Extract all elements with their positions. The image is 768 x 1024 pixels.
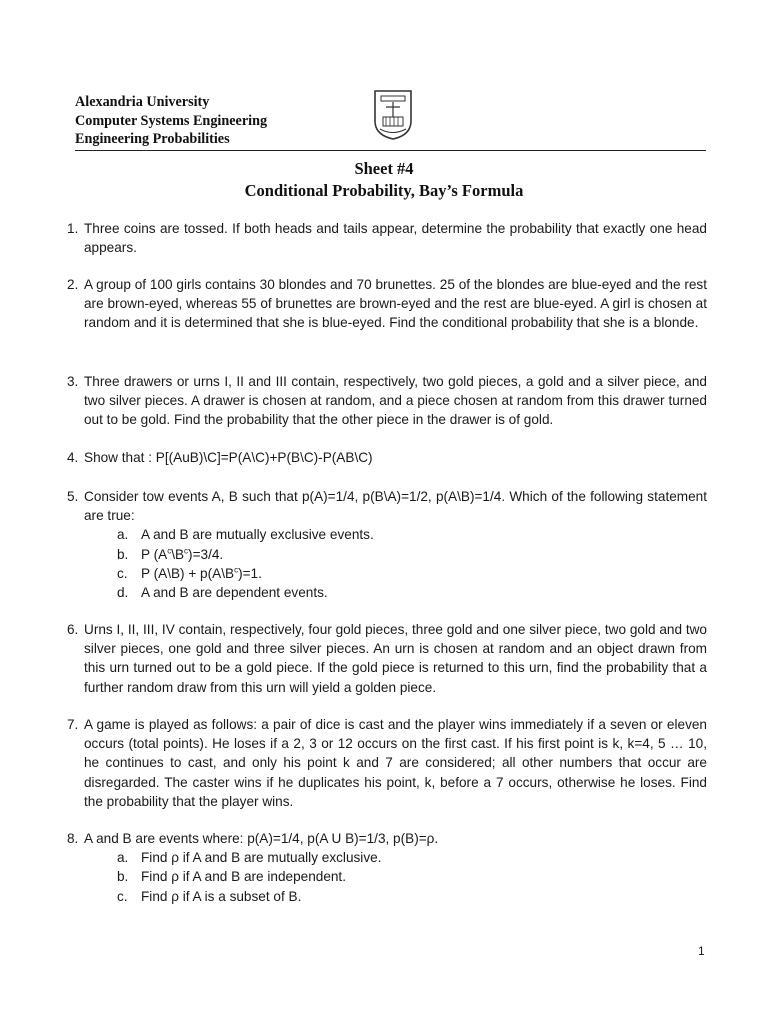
option-text: A and B are dependent events. [141, 585, 328, 601]
question-text: A group of 100 girls contains 30 blondes and 70 brunettes. 25 of the blondes are blue-eyed and the rest are brown-eyed, whereas 55 of brunettes are brown-eyed and the rest are blue-eyed. A girl is chosen at random and it is determined that she is blue-eyed. Find the conditional probability that she is a blonde. [84, 277, 707, 331]
page-number: 1 [698, 944, 705, 958]
option-text: Find ρ if A and B are mutually exclusive. [141, 850, 382, 866]
question-text: Urns I, II, III, IV contain, respectively, four gold pieces, three gold and one silver piece, two gold and two silver pieces, one gold and three silver pieces. An urn is chosen at random and an object drawn from this urn turned out to be a gold piece. If the gold piece is returned to this urn, find the probability that a further random draw from this urn will yield a golden piece. [84, 622, 707, 695]
sheet-title: Sheet #4 [354, 159, 414, 178]
question-number: 1. [67, 221, 79, 236]
question-number: 5. [67, 489, 79, 504]
option-letter: a. [117, 850, 129, 866]
option-letter: d. [117, 585, 129, 601]
department-name: Computer Systems Engineering [75, 112, 268, 129]
question-number: 8. [67, 831, 79, 846]
option-letter: b. [117, 869, 129, 885]
option-letter: c. [117, 888, 128, 904]
question-text: Three drawers or urns I, II and III contain, respectively, two gold pieces, a gold and a silver piece, and two silver pieces. A drawer is chosen at random, and a piece chosen at random from this drawer turned out to be gold. Find the probability that the other piece in the drawer is of gold. [84, 374, 707, 428]
question-text: Show that : P[(AuB)\C]=P(A\C)+P(B\C)-P(AB\C) [84, 450, 373, 465]
document-header [75, 93, 706, 151]
question-text: Consider tow events A, B such that p(A)=1/4, p(B\A)=1/2, p(A\B)=1/4. Which of the following statement are true: [84, 489, 707, 524]
header-divider [75, 150, 706, 151]
university-name: Alexandria University [75, 94, 210, 110]
question-5 [67, 487, 707, 602]
question-number: 6. [67, 622, 79, 637]
question-number: 2. [67, 277, 79, 292]
question-text: A and B are events where: p(A)=1/4, p(A U B)=1/3, p(B)=ρ. [84, 831, 439, 846]
question-2 [67, 275, 707, 333]
option-c [117, 887, 707, 906]
option-letter: b. [117, 546, 129, 562]
option-text: Find ρ if A and B are independent. [141, 869, 346, 885]
university-logo-icon [372, 87, 414, 141]
option-d [117, 583, 707, 602]
question-4 [67, 448, 707, 467]
option-a [117, 525, 707, 544]
question-number: 4. [67, 450, 79, 465]
sheet-subtitle: Conditional Probability, Bay’s Formula [244, 181, 524, 200]
question-3 [67, 372, 707, 430]
option-b [117, 545, 707, 564]
question-1 [67, 219, 707, 257]
question-number: 7. [67, 717, 79, 732]
option-c [117, 564, 707, 583]
option-text: A and B are mutually exclusive events. [141, 527, 374, 543]
question-number: 3. [67, 374, 79, 389]
question-7 [67, 715, 707, 811]
question-8 [67, 829, 707, 906]
question-6 [67, 620, 707, 697]
option-text: P $(A^c\backslash B^c)=3/4$. [141, 546, 224, 562]
question-text: Three coins are tossed. If both heads and tails appear, determine the probability that exactly one head appears. [84, 221, 707, 256]
option-a [117, 848, 707, 867]
option-text: Find ρ if A is a subset of B. [141, 888, 302, 904]
option-letter: a. [117, 527, 129, 543]
course-name: Engineering Probabilities [75, 131, 230, 147]
question-text: A game is played as follows: a pair of dice is cast and the player wins immediately if a seven or eleven occurs (total points). He loses if a 2, 3 or 12 occurs on the first cast. If his first point is k, k=4, 5 … 10, he continues to cast, and only his point k and 7 are considered; all other numbers that occur are disregarded. The caster wins if he duplicates his point, k, before a 7 occurs, otherwise he loses. Find the probability that the player wins. [84, 717, 707, 809]
option-b [117, 867, 707, 886]
option-letter: c. [117, 565, 128, 581]
option-text: P (A\B) + $p(A\backslash B^c)=1$. [141, 565, 262, 581]
